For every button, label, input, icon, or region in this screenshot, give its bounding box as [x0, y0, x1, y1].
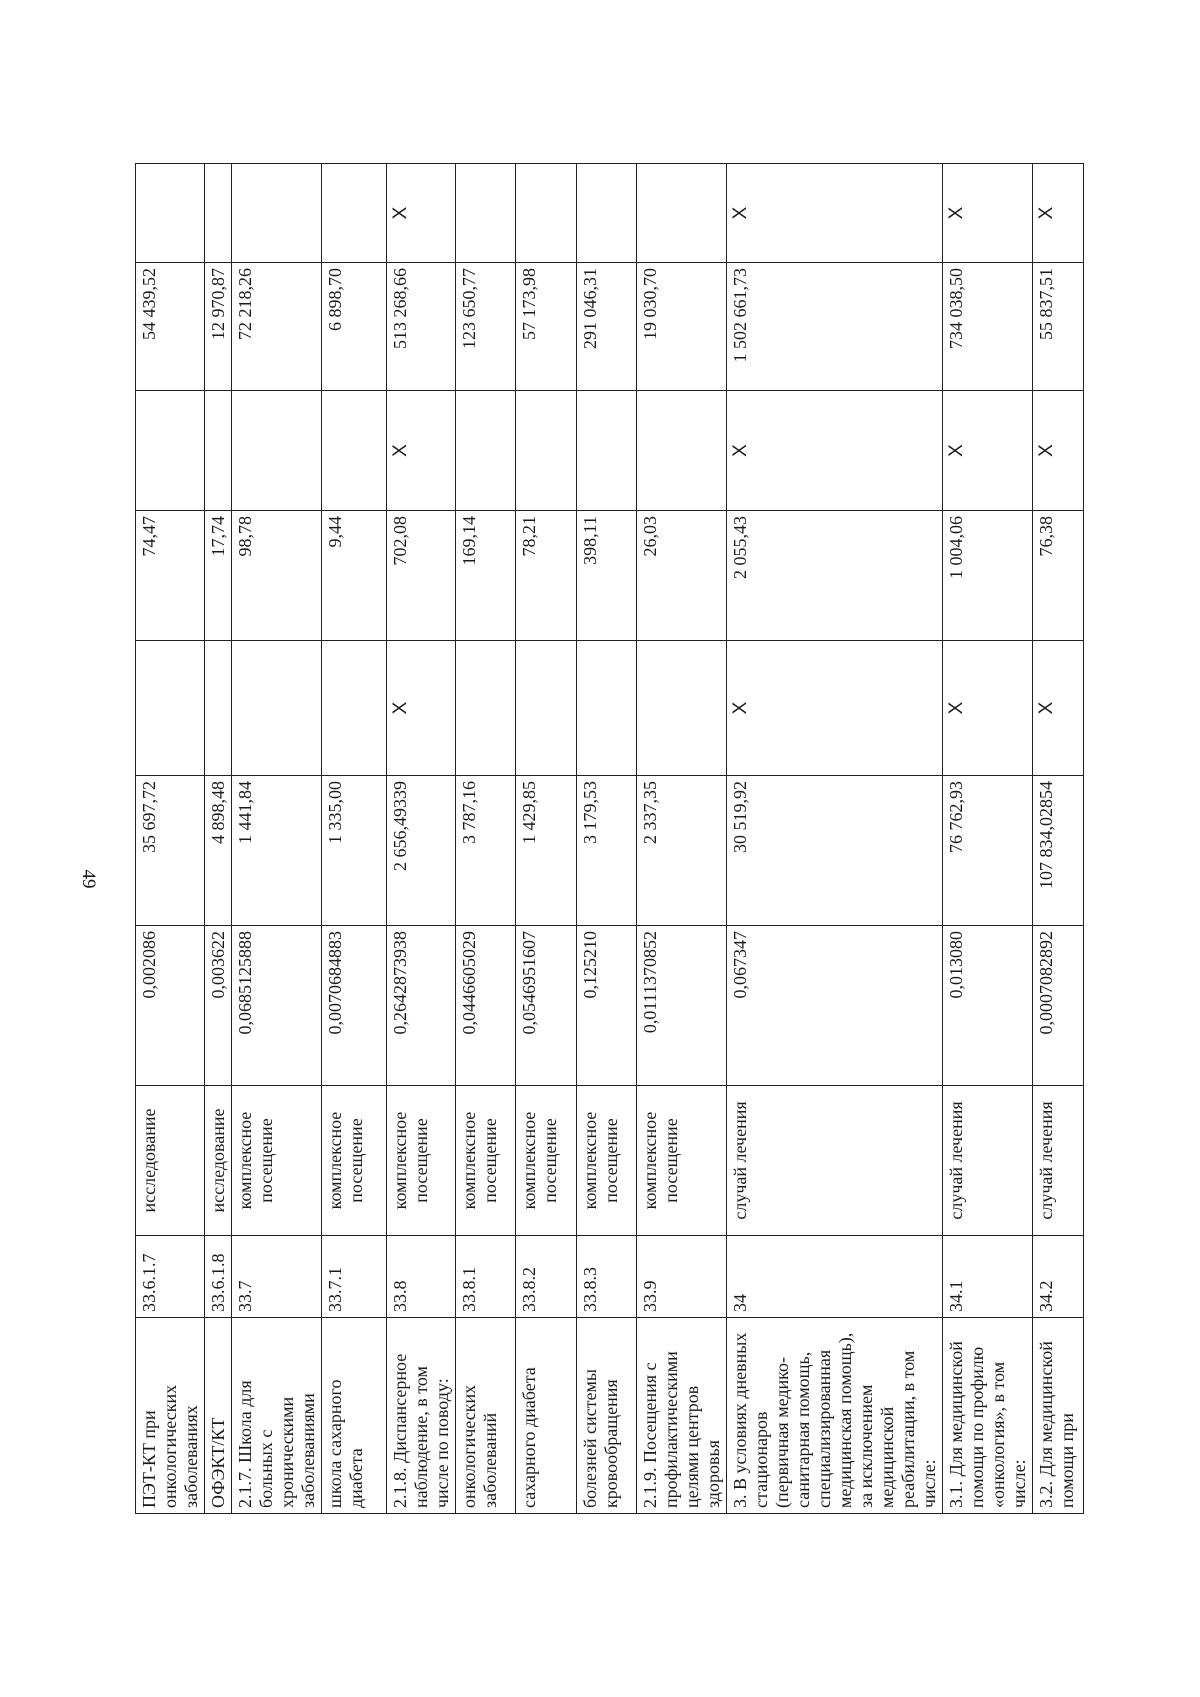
normative-cost-cell: 35 697,72 [136, 776, 205, 926]
total-cost-cell: 291 046,31 [577, 263, 637, 391]
column-9-cell [136, 164, 205, 263]
row-name-cell: сахарного диабета [516, 1318, 577, 1514]
row-code-cell: 33.7.1 [322, 1236, 387, 1318]
normative-volume-cell: 0,0007082892 [1033, 926, 1084, 1086]
table-row [456, 164, 516, 1514]
medical-care-standards-table [135, 163, 1084, 1514]
column-5-cell [456, 641, 516, 776]
unit-of-measure-cell: комплексное посещение [387, 1086, 456, 1236]
row-name-cell: ОФЭКТ/КТ [205, 1318, 232, 1514]
page-number: 49 [78, 869, 99, 889]
unit-of-measure-cell: случай лечения [1033, 1086, 1084, 1236]
row-name-cell: 3.1. Для медицинской помощи по профилю «онкология», в том числе: [943, 1318, 1033, 1514]
column-7-cell: X [387, 391, 456, 511]
per-capita-amount-cell: 1 004,06 [943, 511, 1033, 641]
row-code-cell: 33.9 [637, 1236, 727, 1318]
row-code-cell: 34.1 [943, 1236, 1033, 1318]
per-capita-amount-cell: 78,21 [516, 511, 577, 641]
normative-volume-cell: 0,0546951607 [516, 926, 577, 1086]
normative-volume-cell: 0,013080 [943, 926, 1033, 1086]
unit-of-measure-cell: исследование [136, 1086, 205, 1236]
table-row [322, 164, 387, 1514]
row-code-cell: 34.2 [1033, 1236, 1084, 1318]
column-9-cell [577, 164, 637, 263]
column-9-cell [322, 164, 387, 263]
table-row [387, 164, 456, 1514]
total-cost-cell: 12 970,87 [205, 263, 232, 391]
column-5-cell [205, 641, 232, 776]
per-capita-amount-cell: 169,14 [456, 511, 516, 641]
table-row [205, 164, 232, 1514]
column-5-cell [516, 641, 577, 776]
column-7-cell [637, 391, 727, 511]
table-row [943, 164, 1033, 1514]
normative-volume-cell: 0,125210 [577, 926, 637, 1086]
normative-cost-cell: 2 656,49339 [387, 776, 456, 926]
normative-volume-cell: 0,003622 [205, 926, 232, 1086]
column-7-cell [232, 391, 322, 511]
column-7-cell: X [943, 391, 1033, 511]
row-name-cell: ПЭТ-КТ при онкологических заболеваниях [136, 1318, 205, 1514]
table-row [577, 164, 637, 1514]
column-9-cell [516, 164, 577, 263]
column-7-cell [516, 391, 577, 511]
column-7-cell [577, 391, 637, 511]
row-name-cell: 3. В условиях дневных стационаров (первичная медико-санитарная помощь, специализированная медицинская помощь), за исключением медицинской реабилитации, в том числе: [727, 1318, 943, 1514]
row-code-cell: 33.8.2 [516, 1236, 577, 1318]
normative-cost-cell: 1 429,85 [516, 776, 577, 926]
column-5-cell [232, 641, 322, 776]
normative-volume-cell: 0,0070684883 [322, 926, 387, 1086]
unit-of-measure-cell: комплексное посещение [577, 1086, 637, 1236]
total-cost-cell: 72 218,26 [232, 263, 322, 391]
column-7-cell [456, 391, 516, 511]
per-capita-amount-cell: 2 055,43 [727, 511, 943, 641]
per-capita-amount-cell: 702,08 [387, 511, 456, 641]
column-5-cell: X [387, 641, 456, 776]
table-row [516, 164, 577, 1514]
total-cost-cell: 734 038,50 [943, 263, 1033, 391]
total-cost-cell: 19 030,70 [637, 263, 727, 391]
row-code-cell: 33.7 [232, 1236, 322, 1318]
total-cost-cell: 57 173,98 [516, 263, 577, 391]
table-row [1033, 164, 1084, 1514]
row-code-cell: 33.8 [387, 1236, 456, 1318]
row-name-cell: 2.1.7. Школа для больных с хроническими заболеваниями [232, 1318, 322, 1514]
row-code-cell: 33.6.1.7 [136, 1236, 205, 1318]
unit-of-measure-cell: комплексное посещение [637, 1086, 727, 1236]
table-row [637, 164, 727, 1514]
total-cost-cell: 513 268,66 [387, 263, 456, 391]
normative-cost-cell: 76 762,93 [943, 776, 1033, 926]
unit-of-measure-cell: комплексное посещение [456, 1086, 516, 1236]
normative-volume-cell: 0,067347 [727, 926, 943, 1086]
total-cost-cell: 6 898,70 [322, 263, 387, 391]
normative-cost-cell: 107 834,02854 [1033, 776, 1084, 926]
column-9-cell [456, 164, 516, 263]
unit-of-measure-cell: комплексное посещение [322, 1086, 387, 1236]
row-name-cell: онкологических заболеваний [456, 1318, 516, 1514]
row-name-cell: 3.2. Для медицинской помощи при [1033, 1318, 1084, 1514]
total-cost-cell: 54 439,52 [136, 263, 205, 391]
per-capita-amount-cell: 17,74 [205, 511, 232, 641]
column-7-cell [322, 391, 387, 511]
unit-of-measure-cell: случай лечения [943, 1086, 1033, 1236]
normative-cost-cell: 1 335,00 [322, 776, 387, 926]
row-code-cell: 33.8.3 [577, 1236, 637, 1318]
table-row [232, 164, 322, 1514]
per-capita-amount-cell: 26,03 [637, 511, 727, 641]
table-container [135, 164, 1077, 1514]
normative-cost-cell: 1 441,84 [232, 776, 322, 926]
column-5-cell: X [943, 641, 1033, 776]
per-capita-amount-cell: 98,78 [232, 511, 322, 641]
normative-volume-cell: 0,2642873938 [387, 926, 456, 1086]
row-code-cell: 33.6.1.8 [205, 1236, 232, 1318]
column-5-cell: X [727, 641, 943, 776]
column-5-cell [637, 641, 727, 776]
column-9-cell [205, 164, 232, 263]
row-name-cell: 2.1.9. Посещения с профилактическими целями центров здоровья [637, 1318, 727, 1514]
row-code-cell: 34 [727, 1236, 943, 1318]
normative-cost-cell: 3 179,53 [577, 776, 637, 926]
per-capita-amount-cell: 74,47 [136, 511, 205, 641]
row-code-cell: 33.8.1 [456, 1236, 516, 1318]
normative-cost-cell: 30 519,92 [727, 776, 943, 926]
row-name-cell: школа сахарного диабета [322, 1318, 387, 1514]
column-5-cell [322, 641, 387, 776]
unit-of-measure-cell: случай лечения [727, 1086, 943, 1236]
total-cost-cell: 55 837,51 [1033, 263, 1084, 391]
per-capita-amount-cell: 76,38 [1033, 511, 1084, 641]
column-9-cell: X [387, 164, 456, 263]
normative-cost-cell: 2 337,35 [637, 776, 727, 926]
total-cost-cell: 123 650,77 [456, 263, 516, 391]
column-9-cell: X [727, 164, 943, 263]
column-7-cell [205, 391, 232, 511]
normative-volume-cell: 0,0111370852 [637, 926, 727, 1086]
rotated-table-frame [135, 164, 1077, 1514]
normative-cost-cell: 4 898,48 [205, 776, 232, 926]
normative-cost-cell: 3 787,16 [456, 776, 516, 926]
column-5-cell: X [1033, 641, 1084, 776]
normative-volume-cell: 0,002086 [136, 926, 205, 1086]
column-7-cell: X [727, 391, 943, 511]
column-5-cell [136, 641, 205, 776]
column-5-cell [577, 641, 637, 776]
column-9-cell [232, 164, 322, 263]
row-name-cell: болезней системы кровообращения [577, 1318, 637, 1514]
per-capita-amount-cell: 398,11 [577, 511, 637, 641]
column-9-cell: X [1033, 164, 1084, 263]
column-7-cell: X [1033, 391, 1084, 511]
total-cost-cell: 1 502 661,73 [727, 263, 943, 391]
unit-of-measure-cell: комплексное посещение [232, 1086, 322, 1236]
table-row [727, 164, 943, 1514]
normative-volume-cell: 0,0446605029 [456, 926, 516, 1086]
table-row [136, 164, 205, 1514]
normative-volume-cell: 0,0685125888 [232, 926, 322, 1086]
column-9-cell [637, 164, 727, 263]
unit-of-measure-cell: комплексное посещение [516, 1086, 577, 1236]
column-7-cell [136, 391, 205, 511]
row-name-cell: 2.1.8. Диспансерное наблюдение, в том числе по поводу: [387, 1318, 456, 1514]
unit-of-measure-cell: исследование [205, 1086, 232, 1236]
column-9-cell: X [943, 164, 1033, 263]
per-capita-amount-cell: 9,44 [322, 511, 387, 641]
